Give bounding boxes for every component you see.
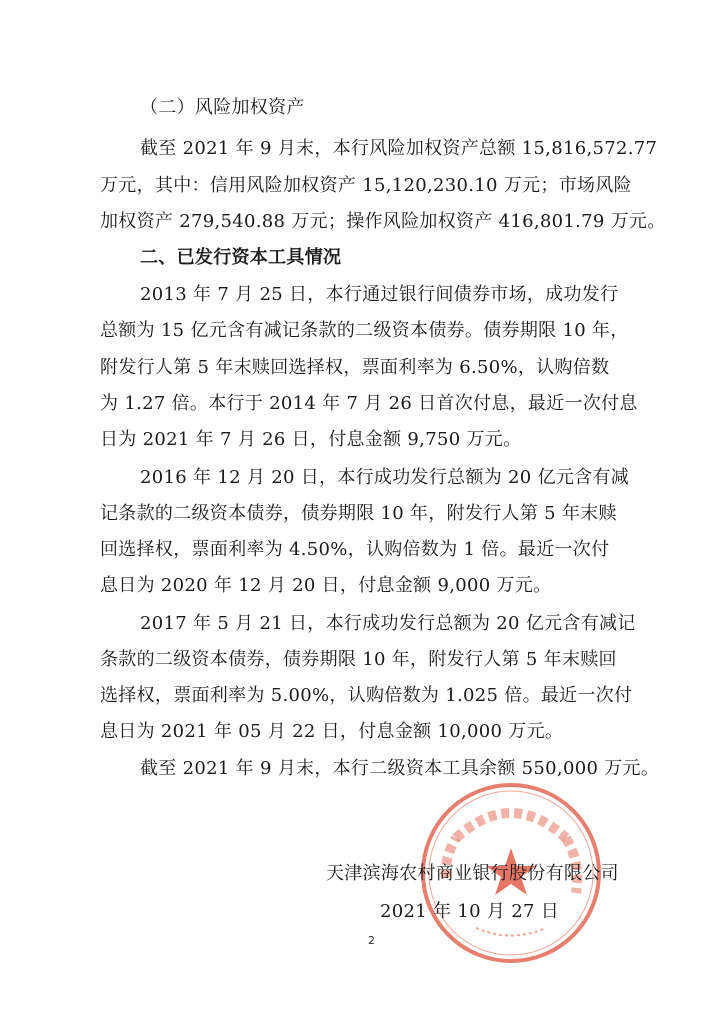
- paragraph-line: 息日为 2020 年 12 月 20 日，付息金额 9,000 万元。: [100, 575, 552, 596]
- paragraph-line: 选择权，票面利率为 5.00%，认购倍数为 1.025 倍。最近一次付: [100, 685, 633, 706]
- section-heading-risk-weighted-assets: （二）风险加权资产: [140, 97, 305, 118]
- paragraph-line: 截至 2021 年 9 月末，本行风险加权资产总额 15,816,572.77: [140, 138, 658, 159]
- paragraph-line: 2016 年 12 月 20 日，本行成功发行总额为 20 亿元含有减: [140, 467, 630, 488]
- paragraph-line: 日为 2021 年 7 月 26 日，付息金额 9,750 万元。: [100, 429, 522, 450]
- paragraph-line: 截至 2021 年 9 月末，本行二级资本工具余额 550,000 万元。: [140, 758, 660, 779]
- paragraph-line: 2017 年 5 月 21 日，本行成功发行总额为 20 亿元含有减记: [140, 613, 636, 634]
- paragraph-line: 记条款的二级资本债券，债券期限 10 年，附发行人第 5 年末赎: [100, 503, 617, 524]
- paragraph-line: 加权资产 279,540.88 万元；操作风险加权资产 416,801.79 万元。: [100, 211, 666, 232]
- page-number: 2: [368, 934, 375, 947]
- paragraph-line: 附发行人第 5 年末赎回选择权，票面利率为 6.50%，认购倍数: [100, 357, 610, 378]
- signature-date: 2021 年 10 月 27 日: [380, 901, 560, 922]
- paragraph-line: 条款的二级资本债券，债券期限 10 年，附发行人第 5 年末赎回: [100, 649, 617, 670]
- paragraph-line: 总额为 15 亿元含有减记条款的二级资本债券。债券期限 10 年，: [100, 320, 629, 341]
- paragraph-line: 2013 年 7 月 25 日，本行通过银行间债券市场，成功发行: [140, 284, 619, 305]
- signature-organization: 天津滨海农村商业银行股份有限公司: [326, 863, 619, 884]
- section-heading-capital-instruments: 二、已发行资本工具情况: [140, 247, 342, 268]
- paragraph-line: 回选择权，票面利率为 4.50%，认购倍数为 1 倍。最近一次付: [100, 539, 610, 560]
- paragraph-line: 为 1.27 倍。本行于 2014 年 7 月 26 日首次付息，最近一次付息: [100, 393, 638, 414]
- paragraph-line: 万元，其中：信用风险加权资产 15,120,230.10 万元；市场风险: [100, 175, 632, 196]
- paragraph-line: 息日为 2021 年 05 月 22 日，付息金额 10,000 万元。: [100, 721, 564, 742]
